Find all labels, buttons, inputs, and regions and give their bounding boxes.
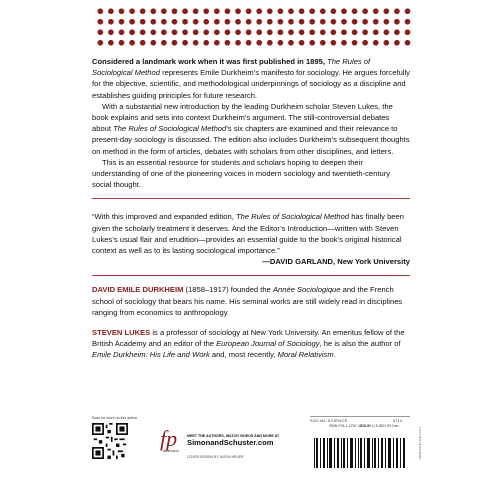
author-name: DAVID EMILE DURKHEIM xyxy=(92,285,184,295)
category-code: 0714 xyxy=(393,418,402,423)
divider xyxy=(92,275,410,276)
side-print-text: PRINTED IN THE U.S.A. xyxy=(418,426,422,460)
website-promo: MEET THE AUTHORS, WATCH VIDEOS AND MORE AT SimonandSchuster.com xyxy=(187,434,297,447)
intro-paragraph: Considered a landmark work when it was first published in 1895, The Rules of Sociological Method represents Emile Durkheim’s manifesto for sociology. He argues forcefully for the objective, scientific, and methodological underpinnings of sociology as a discipline and establishes guiding principles for future research. xyxy=(92,57,410,100)
website-link[interactable]: SimonandSchuster.com xyxy=(187,438,274,448)
divider xyxy=(92,198,410,199)
book-title: The Rules of Sociological Method xyxy=(113,124,227,134)
book-title: The Rules of Sociological Method xyxy=(235,212,350,222)
author-bio-durkheim: DAVID EMILE DURKHEIM (1858–1917) founded the Année Sociologique and the French school of sociology that bears his name. His seminal works are still widely read in disciplines ranging from economics to anthropology. xyxy=(92,285,403,317)
cover-copy xyxy=(92,56,410,361)
publisher-logo: fp FREE PRESS xyxy=(160,426,180,453)
author-bio-lukes: STEVEN LUKES is a professor of sociology at New York University. An emeritus fellow of the British Academy and an editor of the European Journal of Sociology, he is also the author of Emile Durkheim: His Life and Work and, most recently, Moral Relativism. xyxy=(92,328,405,360)
qr-code[interactable] xyxy=(92,423,128,459)
book-title: The Rules of Sociological Method xyxy=(92,57,371,78)
author-name: STEVEN LUKES xyxy=(92,328,151,338)
resource-paragraph: This is an essential resource for students and scholars hoping to deepen their understanding of one of the pioneering voices in modern sociology and twentieth-century social thought. xyxy=(92,157,391,190)
decorative-dot-pattern xyxy=(95,6,413,48)
lead-sentence: Considered a landmark work when it was first published in 1895, xyxy=(92,57,325,66)
context-paragraph: With a substantial new introduction by the leading Durkheim scholar Steven Lukes, the book explains and sets into context Durkheim’s argument. The still-controversial debates about The Rules of Sociological Method’s six chapters are examined and their relevance to present-day sociology is discussed. The edition also includes Durkheim’s subsequent thoughts on method in the form of articles, debates with scholars from other disciplines, and letters. xyxy=(92,101,410,156)
qr-caption: Scan for more on this author xyxy=(92,416,138,420)
isbn-text: ISBN 978-1-4767-4972-3 xyxy=(329,424,370,428)
review-quote: “With this improved and expanded edition, The Rules of Sociological Method has finally been given the scholarly treatment it deserves. And the Editor’s Introduction—written with Steven Lukes’s usual flair and erudition—provides an essential guide to the book’s original historical context as well as to its lasting sociological importance.” xyxy=(92,212,404,256)
price-text: $16.99 U.S./$21.99 Can. xyxy=(360,424,400,428)
category-label: SOCIAL SCIENCE xyxy=(310,418,348,423)
cover-credit: COVER DESIGN BY JASON HEUER xyxy=(187,455,244,459)
barcode xyxy=(310,436,410,478)
quote-attribution: —DAVID GARLAND, New York University xyxy=(262,257,410,267)
cover-footer xyxy=(92,416,422,486)
